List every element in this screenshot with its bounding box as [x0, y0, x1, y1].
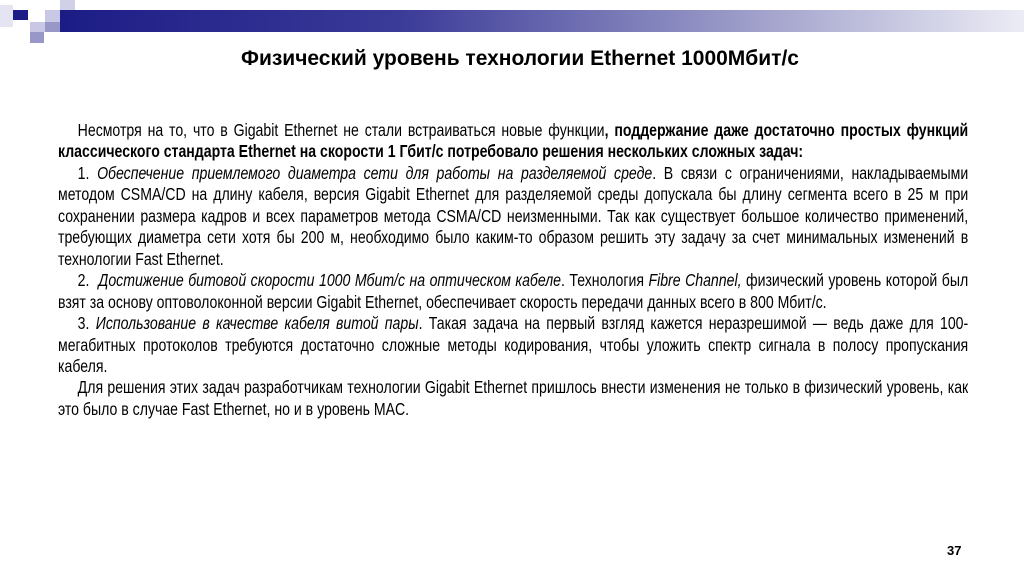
- intro-paragraph: [58, 120, 968, 163]
- item-text: физический уровень которой был взят за основу оптоволоконной версии Gigabit Ethernet, обеспечивает скорость передачи данных всего в 800 Мбит/с.: [58, 270, 969, 312]
- item-text: . В связи с ограничениями, накладываемыми методом CSMA/CD на длину кабеля, версия Gigabit Ethernet для разделяемой среды допускала бы длину сегмента всего в 25 м при сохранении размера кадров и всех параметров метода CSMA/CD неизменными. Так как существует большое количество применений, требующих диаметра сети хотя бы 200 м, необходимо было каким-то образом решить эту задачу за счет минимальных изменений в технологии Fast Ethernet.: [58, 162, 969, 269]
- item-text: . Технология: [561, 270, 649, 291]
- deco-square: [30, 32, 44, 43]
- item-1: [58, 163, 968, 270]
- item-heading: Обеспечение приемлемого диаметра сети для работы на разделяемой среде: [97, 162, 653, 183]
- item-number: 3.: [77, 313, 96, 334]
- intro-bold-text: , поддержание даже достаточно простых функций классического стандарта Ethernet на скорости 1 Гбит/с потребовало решения нескольких сложных задач:: [58, 120, 969, 162]
- header-bar: [60, 10, 1024, 32]
- conclusion-paragraph: Для решения этих задач разработчикам технологии Gigabit Ethernet пришлось внести изменения не только в физический уровень, как это было в случае Fast Ethernet, но и в уровень MAC.: [58, 377, 969, 419]
- page-number: 37: [947, 543, 962, 558]
- deco-square: [60, 0, 75, 10]
- item-term: Fibre Channel,: [648, 270, 742, 291]
- item-number: 1.: [77, 162, 98, 183]
- slide-body: [58, 120, 968, 420]
- slide-title: Физический уровень технологии Ethernet 1000Мбит/с: [241, 47, 799, 70]
- deco-square: [13, 10, 28, 20]
- deco-square: [30, 22, 45, 32]
- item-2: [58, 270, 968, 313]
- item-heading: Использование в качестве кабеля витой пары: [95, 313, 419, 334]
- intro-text: Несмотря на то, что в Gigabit Ethernet не стали встраиваться новые функции: [77, 120, 605, 140]
- deco-square: [45, 10, 60, 22]
- item-heading: Достижение битовой скорости 1000 Мбит/с на оптическом кабеле: [98, 270, 562, 291]
- item-number: 2.: [77, 270, 99, 291]
- item-3: [58, 313, 968, 377]
- deco-square: [0, 5, 13, 27]
- deco-square: [45, 22, 60, 32]
- item-text: . Такая задача на первый взгляд кажется неразрешимой — ведь даже для 100-мегабитных протоколов требуются достаточно сложные методы кодирования, чтобы уложить спектр сигнала в полосу пропускания кабеля.: [58, 313, 969, 376]
